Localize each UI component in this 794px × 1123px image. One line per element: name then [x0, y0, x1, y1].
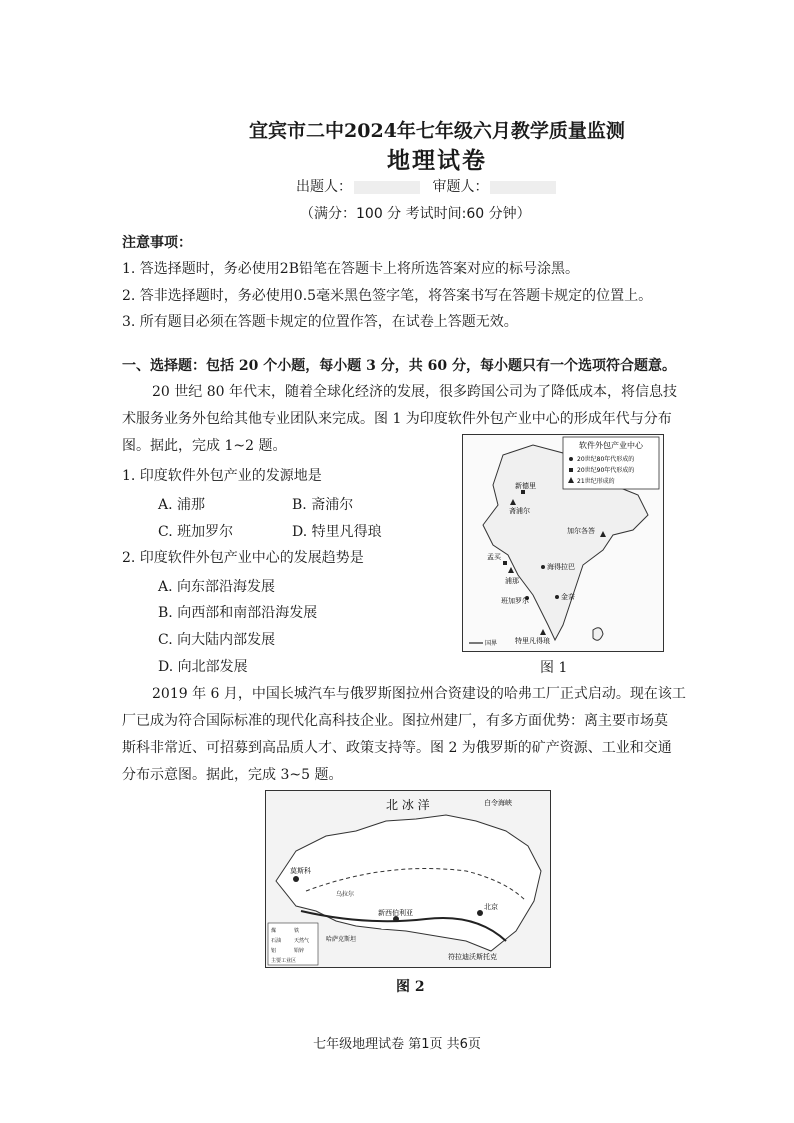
city-marker [503, 561, 507, 565]
notice-item: 1. 答选择题时，务必使用2B铅笔在答题卡上将所选答案对应的标号涂黑。 [122, 261, 580, 277]
legend-item: 铁 [294, 928, 300, 934]
intro1-line: 图。据此，完成 1~2 题。 [122, 438, 287, 454]
author-label: 出题人： [296, 179, 352, 195]
legend-80s-marker [569, 457, 573, 461]
city-label: 班加罗尔 [501, 597, 529, 605]
q1-option-b: B. 斋浦尔 [292, 497, 354, 513]
section-heading: 一、选择题：包括 20 个小题，每小题 3 分，共 60 分，每小题只有一个选项符合题意。 [122, 358, 676, 374]
intro2-line: 斯科非常近、可招募到高品质人才、政策支持等。图 2 为俄罗斯的矿产资源、工业和交通 [122, 740, 672, 756]
q2-option-c: C. 向大陆内部发展 [158, 632, 276, 648]
intro2-line: 分布示意图。据此，完成 3~5 题。 [122, 767, 343, 783]
notice-item: 2. 答非选择题时，务必使用0.5毫米黑色签字笔，将答案书写在答题卡规定的位置上。 [122, 288, 653, 304]
legend-item: 主要工业区 [271, 958, 297, 964]
intro1-line: 术服务业务外包给其他专业团队来完成。图 1 为印度软件外包产业中心的形成年代与分布 [122, 411, 672, 427]
city-label: 加尔各答 [567, 527, 595, 535]
sri-lanka-outline [593, 628, 603, 641]
q2-option-a: A. 向东部沿海发展 [158, 579, 276, 595]
city-marker [293, 876, 299, 882]
region-label: 哈萨克斯坦 [326, 936, 357, 943]
legend-item: 20世纪90年代形成的 [577, 467, 635, 474]
city-label: 北京 [484, 903, 498, 911]
q1-option-a: A. 浦那 [158, 497, 206, 513]
notice-item: 3. 所有题目必须在答题卡规定的位置作答，在试卷上答题无效。 [122, 314, 518, 330]
score-info: （满分：100 分 考试时间:60 分钟） [300, 206, 531, 222]
city-label: 符拉迪沃斯托克 [448, 953, 497, 961]
city-label: 孟买 [487, 553, 501, 561]
legend-item: 石油 [271, 938, 282, 944]
city-marker [508, 567, 514, 573]
city-label: 斋浦尔 [509, 507, 530, 515]
q1-option-c: C. 班加罗尔 [158, 524, 234, 540]
legend-item: 20世纪80年代形成的 [577, 456, 635, 463]
legend-title: 软件外包产业中心 [579, 441, 643, 450]
legend-item: 铝 [271, 948, 277, 954]
legend-item: 天然气 [294, 938, 310, 944]
q2-option-b: B. 向西部和南部沿海发展 [158, 605, 318, 621]
reviewer-redacted [490, 181, 556, 194]
region-label: 乌拉尔 [336, 891, 355, 898]
figure-2-map [265, 790, 551, 968]
city-label: 新西伯利亚 [378, 909, 413, 917]
city-label: 浦那 [505, 577, 519, 585]
question-1-stem: 1. 印度软件外包产业的发源地是 [122, 468, 322, 484]
city-label: 特里凡得琅 [515, 637, 550, 645]
reviewer-label: 审题人： [432, 179, 489, 195]
intro2-line: 2019 年 6 月，中国长城汽车与俄罗斯图拉州合资建设的哈弗工厂正式启动。现在该工 [152, 686, 686, 702]
q1-option-d: D. 特里凡得琅 [292, 524, 382, 540]
legend-item: 煤 [271, 928, 277, 934]
city-marker [477, 910, 483, 916]
exam-title: 宜宾市二中2024年七年级六月教学质量监测 [249, 120, 625, 142]
legend-item: 铅锌 [294, 948, 305, 954]
legend-item: 21世纪形成的 [577, 478, 615, 485]
author-redacted [354, 181, 420, 194]
city-label: 海得拉巴 [547, 563, 575, 571]
intro2-line: 厂已成为符合国际标准的现代化高科技企业。图拉州建厂，有多方面优势：离主要市场莫 [122, 713, 668, 729]
city-marker [521, 490, 525, 494]
city-marker [555, 595, 559, 599]
russia-map-svg [266, 791, 550, 967]
figure-1-caption: 图 1 [540, 660, 568, 676]
city-marker [541, 565, 545, 569]
question-2-stem: 2. 印度软件外包产业中心的发展趋势是 [122, 550, 364, 566]
ocean-label: 北 冰 洋 [386, 798, 430, 812]
author-line [296, 176, 564, 196]
border-legend-label: 国界 [485, 640, 498, 647]
city-label: 莫斯科 [290, 867, 311, 875]
notice-heading: 注意事项： [122, 235, 192, 251]
page-footer: 七年级地理试卷 第1页 共6页 [313, 1037, 481, 1052]
city-label: 金奈 [561, 593, 575, 601]
city-label: 新德里 [515, 482, 536, 490]
figure-2-caption: 图 2 [396, 979, 425, 995]
q2-option-d: D. 向北部发展 [158, 659, 248, 675]
intro1-line: 20 世纪 80 年代末，随着全球化经济的发展，很多跨国公司为了降低成本，将信息技 [152, 384, 677, 400]
figure-1-map [462, 434, 664, 652]
sea-label: 白令海峡 [484, 799, 512, 807]
legend-90s-marker [569, 468, 573, 472]
india-map-svg [463, 435, 663, 651]
subject-title: 地理试卷 [387, 147, 487, 174]
city-marker [540, 629, 546, 635]
